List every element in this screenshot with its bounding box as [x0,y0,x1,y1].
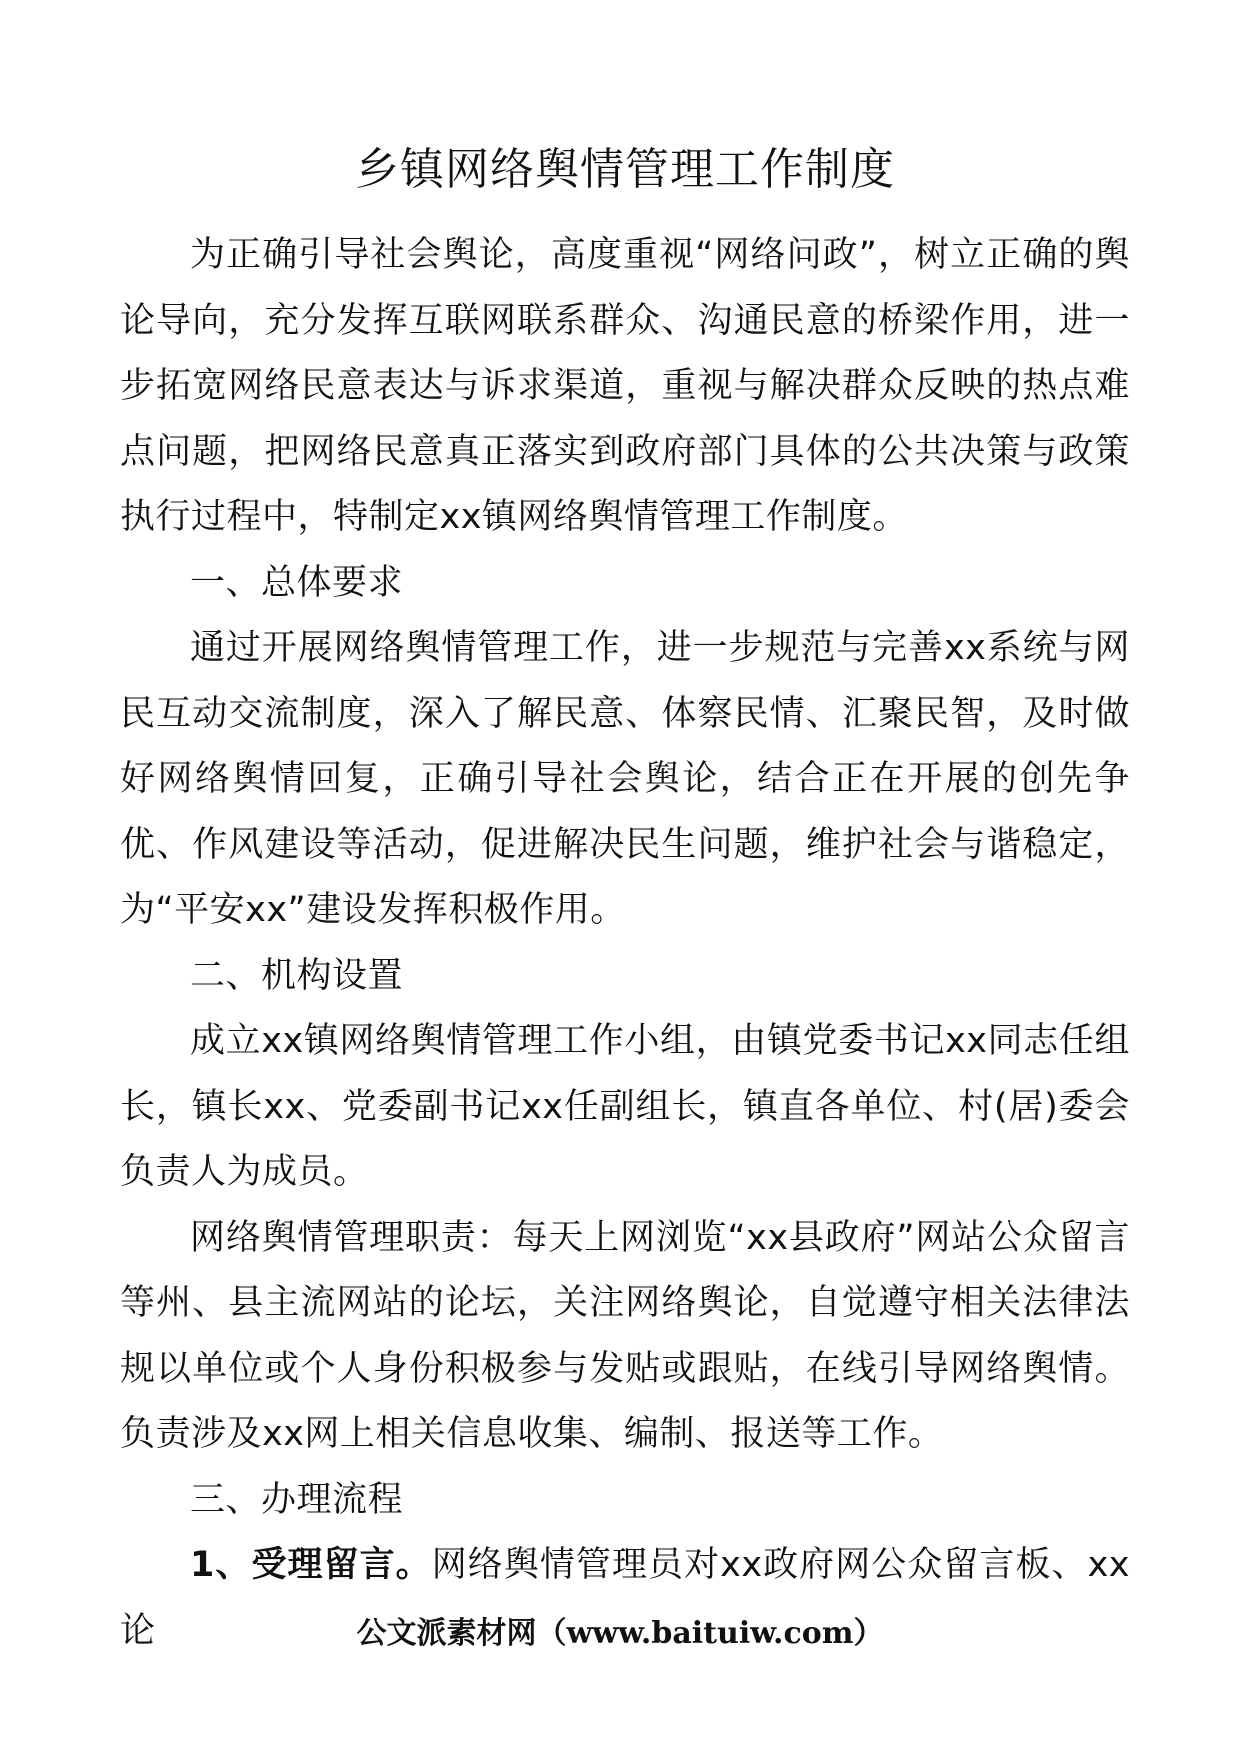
intro-paragraph: 为正确引导社会舆论，高度重视“网络问政”，树立正确的舆论导向，充分发挥互联网联系群众、沟通民意的桥梁作用，进一步拓宽网络民意表达与诉求渠道，重视与解决群众反映的热点难点问题，把网络民意真正落实到政府部门具体的公共决策与政策执行过程中，特制定xx镇网络舆情管理工作制度。 [120,235,1130,537]
step1-label: 1、受理留言。 [190,1545,432,1585]
footer-watermark: 公文派素材网（www.baituiw.com） [356,1616,884,1651]
step1-text: 网络舆情管理员对xx政府网公众留言板、xx论 [120,1545,1130,1651]
organization-paragraph: 成立xx镇网络舆情管理工作小组，由镇党委书记xx同志任组长，镇长xx、党委副书记xx任副组长，镇直各单位、村(居)委会负责人为成员。 [120,1021,1130,1192]
section-heading-process: 三、办理流程 [190,1479,404,1520]
section-heading-organization: 二、机构设置 [190,955,404,996]
duties-paragraph: 网络舆情管理职责：每天上网浏览“xx县政府”网站公众留言等州、县主流网站的论坛，关注网络舆论，自觉遵守相关法律法规以单位或个人身份积极参与发贴或跟贴，在线引导网络舆情。负责涉及xx网上相关信息收集、编制、报送等工作。 [120,1217,1130,1454]
general-requirements-paragraph: 通过开展网络舆情管理工作，进一步规范与完善xx系统与网民互动交流制度，深入了解民意、体察民情、汇聚民智，及时做好网络舆情回复，正确引导社会舆论，结合正在开展的创先争优、作风建设等活动，促进解决民生问题，维护社会与谐稳定，为“平安xx”建设发挥积极作用。 [120,628,1130,930]
document-title: 乡镇网络舆情管理工作制度 [355,144,895,195]
document-body [120,223,1130,1664]
section-heading-general-requirements: 一、总体要求 [190,562,404,603]
